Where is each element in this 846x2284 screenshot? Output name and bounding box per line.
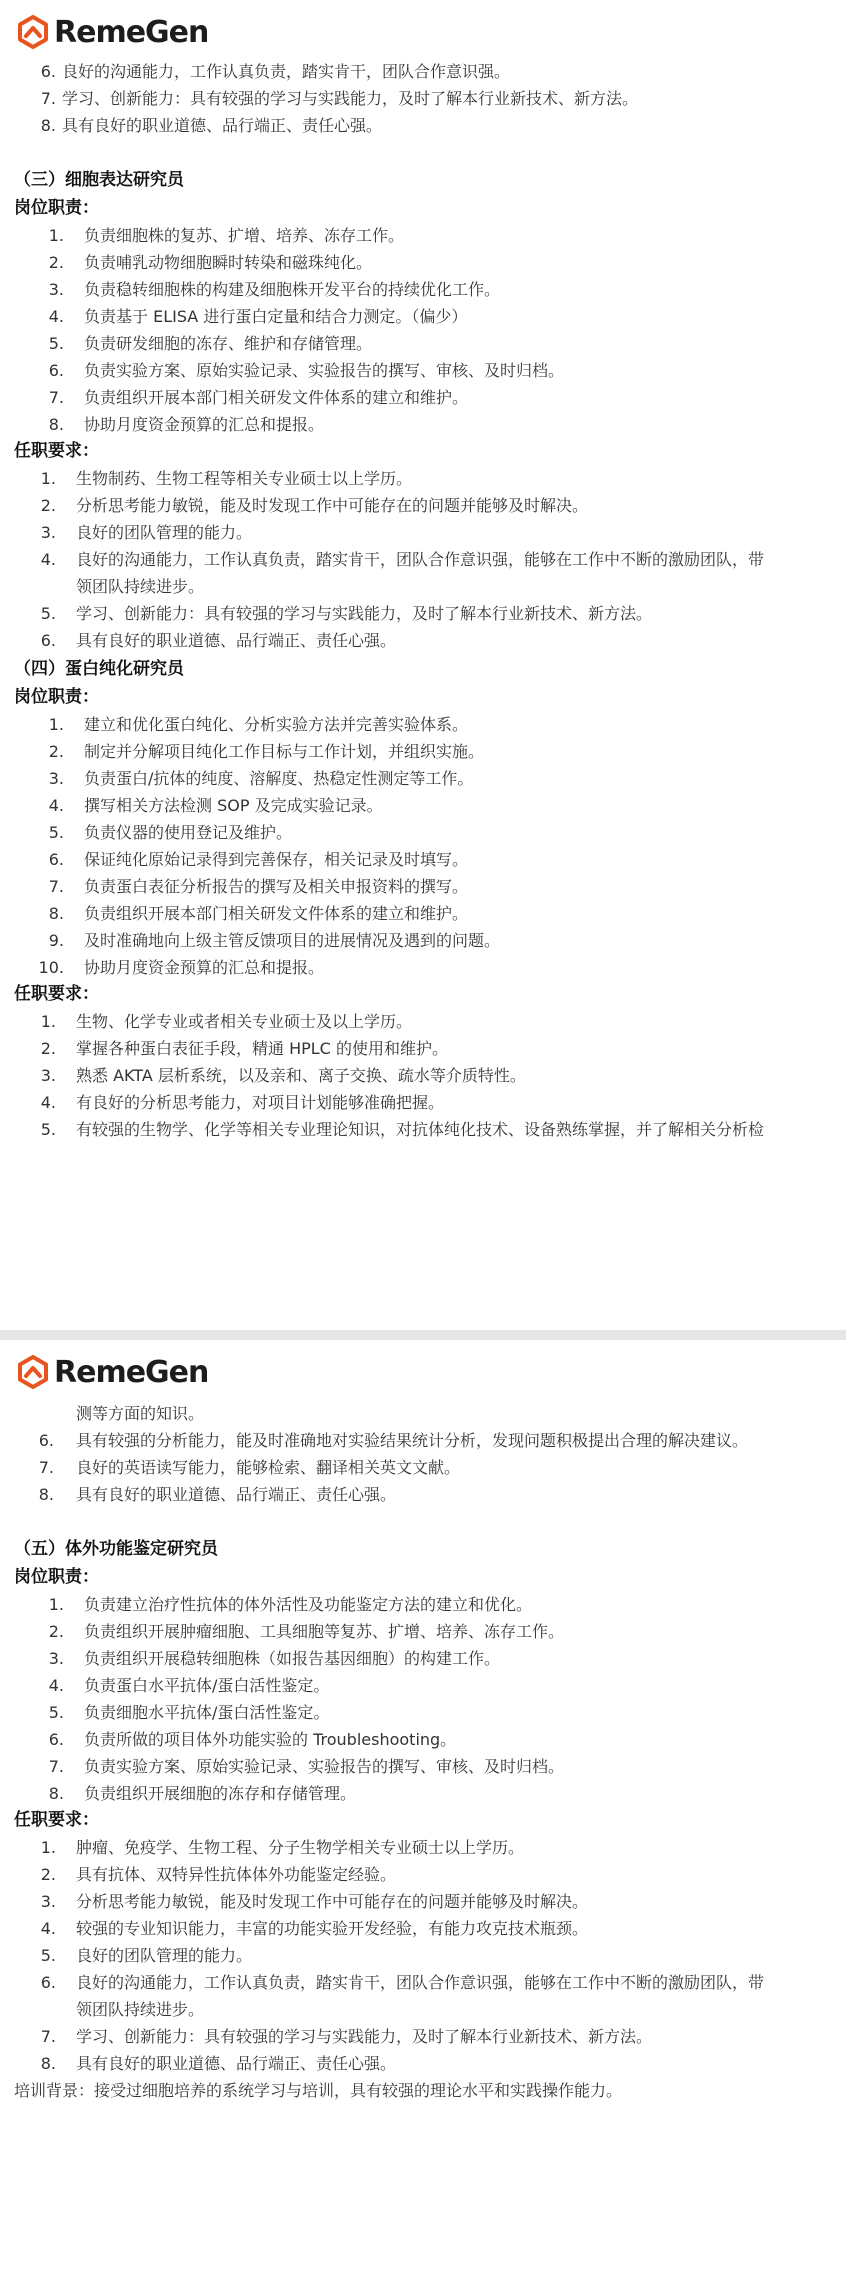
remegen-logo [16, 12, 208, 52]
item-number: 2. [40, 1039, 56, 1058]
duties-label: 岗位职责： [14, 198, 99, 218]
duties-list [0, 1591, 846, 1807]
item-number: 2. [40, 496, 56, 515]
item-number: 4. [40, 1919, 56, 1938]
list-item-continuation [0, 573, 846, 600]
item-text: 具有良好的职业道德、品行端正、责任心强。 [76, 631, 397, 650]
item-text: 撰写相关方法检测 SOP 及完成实验记录。 [84, 796, 383, 815]
requirements-list [0, 465, 846, 654]
item-number: 2. [48, 1622, 64, 1641]
item-text: 负责仪器的使用登记及维护。 [84, 823, 293, 842]
remegen-logo-icon [16, 15, 50, 49]
list-item [0, 1942, 846, 1969]
list-item [0, 1591, 846, 1618]
list-item-continuation [0, 1996, 846, 2023]
item-text: 分析思考能力敏锐，能及时发现工作中可能存在的问题并能够及时解决。 [76, 496, 589, 515]
item-text: 良好的团队管理的能力。 [76, 1946, 253, 1965]
item-number: 7. [40, 2027, 56, 2046]
item-text: 分析思考能力敏锐，能及时发现工作中可能存在的问题并能够及时解决。 [76, 1892, 589, 1911]
item-text: 协助月度资金预算的汇总和提报。 [84, 415, 325, 434]
item-text: 有较强的生物学、化学等相关专业理论知识，对抗体纯化技术、设备熟练掌握，并了解相关分析检 [76, 1120, 765, 1139]
list-item [0, 112, 846, 139]
list-item-continuation [0, 1400, 846, 1427]
item-number: 8. [38, 1485, 54, 1504]
item-text: 肿瘤、免疫学、生物工程、分子生物学相关专业硕士以上学历。 [76, 1838, 525, 1857]
item-number: 5. [48, 334, 64, 353]
item-text: 具有较强的分析能力，能及时准确地对实验结果统计分析，发现问题积极提出合理的解决建议。 [76, 1431, 749, 1450]
list-item [0, 1427, 846, 1454]
duties-list [0, 222, 846, 438]
item-number: 8. [40, 116, 56, 135]
list-item [0, 303, 846, 330]
item-number: 7. [48, 388, 64, 407]
section-heading: （四）蛋白纯化研究员 [14, 659, 184, 679]
requirements-label: 任职要求： [14, 1810, 99, 1830]
item-number: 5. [40, 1946, 56, 1965]
list-item [0, 1915, 846, 1942]
item-text: 负责基于 ELISA 进行蛋白定量和结合力测定。（偏少） [84, 307, 468, 326]
training-background: 培训背景：接受过细胞培养的系统学习与培训，具有较强的理论水平和实践操作能力。 [14, 2081, 623, 2100]
list-item [0, 1035, 846, 1062]
item-text: 具有抗体、双特异性抗体体外功能鉴定经验。 [76, 1865, 397, 1884]
list-item [0, 900, 846, 927]
item-text: 良好的沟通能力，工作认真负责，踏实肯干，团队合作意识强，能够在工作中不断的激励团队，带 [76, 1973, 765, 1992]
item-text: 学习、创新能力：具有较强的学习与实践能力，及时了解本行业新技术、新方法。 [76, 2027, 653, 2046]
list-item [0, 1481, 846, 1508]
list-item [0, 546, 846, 573]
item-text: 负责稳转细胞株的构建及细胞株开发平台的持续优化工作。 [84, 280, 501, 299]
item-text: 具有良好的职业道德、品行端正、责任心强。 [76, 1485, 397, 1504]
item-text: 负责组织开展稳转细胞株（如报告基因细胞）的构建工作。 [84, 1649, 501, 1668]
list-item [0, 1645, 846, 1672]
item-number: 3. [40, 1892, 56, 1911]
list-item [0, 357, 846, 384]
list-item [0, 519, 846, 546]
list-item [0, 600, 846, 627]
list-item [0, 85, 846, 112]
list-item [0, 465, 846, 492]
item-text: 生物、化学专业或者相关专业硕士及以上学历。 [76, 1012, 413, 1031]
item-text: 负责组织开展细胞的冻存和存储管理。 [84, 1784, 357, 1803]
list-item [0, 249, 846, 276]
item-number: 8. [48, 415, 64, 434]
list-item [0, 873, 846, 900]
list-item [0, 384, 846, 411]
item-number: 4. [48, 307, 64, 326]
item-text: 熟悉 AKTA 层析系统，以及亲和、离子交换、疏水等介质特性。 [76, 1066, 526, 1085]
list-item [0, 411, 846, 438]
requirements-list [0, 1834, 846, 2077]
item-text: 学习、创新能力：具有较强的学习与实践能力，及时了解本行业新技术、新方法。 [76, 604, 653, 623]
list-item [0, 1969, 846, 1996]
item-text: 良好的沟通能力，工作认真负责，踏实肯干，团队合作意识强。 [62, 62, 511, 81]
item-text: 负责组织开展本部门相关研发文件体系的建立和维护。 [84, 904, 469, 923]
list-item [0, 711, 846, 738]
list-item [0, 1089, 846, 1116]
item-number: 6. [48, 850, 64, 869]
list-item [0, 330, 846, 357]
list-item [0, 276, 846, 303]
item-number: 7. [40, 89, 56, 108]
item-number: 5. [48, 1703, 64, 1722]
item-number: 6. [48, 1730, 64, 1749]
item-text: 建立和优化蛋白纯化、分析实验方法并完善实验体系。 [84, 715, 469, 734]
item-number: 2. [48, 253, 64, 272]
page-1-content [0, 58, 846, 1143]
item-text: 良好的团队管理的能力。 [76, 523, 253, 542]
list-item [0, 1753, 846, 1780]
item-number: 1. [48, 226, 64, 245]
item-number: 8. [48, 1784, 64, 1803]
item-text: 测等方面的知识。 [76, 1404, 205, 1423]
item-text: 较强的专业知识能力，丰富的功能实验开发经验，有能力攻克技术瓶颈。 [76, 1919, 589, 1938]
list-item [0, 1699, 846, 1726]
list-item [0, 1672, 846, 1699]
list-item [0, 1618, 846, 1645]
item-number: 1. [40, 1838, 56, 1857]
item-text: 学习、创新能力：具有较强的学习与实践能力，及时了解本行业新技术、新方法。 [62, 89, 639, 108]
item-number: 3. [40, 523, 56, 542]
item-text: 领团队持续进步。 [76, 2000, 205, 2019]
duties-label: 岗位职责： [14, 687, 99, 707]
list-item [0, 819, 846, 846]
item-number: 8. [40, 2054, 56, 2073]
item-number: 6. [40, 631, 56, 650]
item-number: 6. [38, 1431, 54, 1450]
list-item [0, 1726, 846, 1753]
item-text: 负责蛋白表征分析报告的撰写及相关申报资料的撰写。 [84, 877, 469, 896]
page-divider [0, 1330, 846, 1340]
list-item [0, 2023, 846, 2050]
item-number: 2. [40, 1865, 56, 1884]
list-item [0, 1116, 846, 1143]
item-number: 1. [40, 1012, 56, 1031]
list-item [0, 846, 846, 873]
list-item [0, 1008, 846, 1035]
item-text: 良好的英语读写能力，能够检索、翻译相关英文文献。 [76, 1458, 461, 1477]
item-number: 6. [48, 361, 64, 380]
item-text: 负责细胞水平抗体/蛋白活性鉴定。 [84, 1703, 330, 1722]
list-item [0, 954, 846, 981]
document-page-2 [0, 1340, 846, 2284]
item-number: 3. [48, 280, 64, 299]
list-item [0, 1454, 846, 1481]
item-number: 5. [40, 1120, 56, 1139]
item-number: 10. [38, 958, 64, 977]
item-number: 2. [48, 742, 64, 761]
item-text: 领团队持续进步。 [76, 577, 205, 596]
item-number: 7. [38, 1458, 54, 1477]
list-item [0, 765, 846, 792]
item-number: 5. [40, 604, 56, 623]
item-number: 4. [48, 796, 64, 815]
item-text: 生物制药、生物工程等相关专业硕士以上学历。 [76, 469, 413, 488]
item-number: 7. [48, 1757, 64, 1776]
section-heading: （三）细胞表达研究员 [14, 170, 184, 190]
item-text: 负责建立治疗性抗体的体外活性及功能鉴定方法的建立和优化。 [84, 1595, 533, 1614]
item-text: 协助月度资金预算的汇总和提报。 [84, 958, 325, 977]
item-text: 具有良好的职业道德、品行端正、责任心强。 [62, 116, 383, 135]
item-text: 负责细胞株的复苏、扩增、培养、冻存工作。 [84, 226, 405, 245]
item-text: 负责所做的项目体外功能实验的 Troubleshooting。 [84, 1730, 457, 1749]
list-item [0, 1834, 846, 1861]
list-item [0, 222, 846, 249]
item-number: 6. [40, 62, 56, 81]
item-number: 7. [48, 877, 64, 896]
item-text: 负责蛋白水平抗体/蛋白活性鉴定。 [84, 1676, 330, 1695]
logo-wordmark: RemeGen [54, 1354, 209, 1390]
item-number: 8. [48, 904, 64, 923]
list-item [0, 1861, 846, 1888]
requirements-label: 任职要求： [14, 441, 99, 461]
item-text: 负责蛋白/抗体的纯度、溶解度、热稳定性测定等工作。 [84, 769, 474, 788]
duties-list [0, 711, 846, 981]
item-text: 负责研发细胞的冻存、维护和存储管理。 [84, 334, 373, 353]
item-number: 5. [48, 823, 64, 842]
list-item [0, 58, 846, 85]
item-number: 1. [40, 469, 56, 488]
item-text: 有良好的分析思考能力，对项目计划能够准确把握。 [76, 1093, 445, 1112]
list-item [0, 627, 846, 654]
item-text: 负责组织开展本部门相关研发文件体系的建立和维护。 [84, 388, 469, 407]
item-number: 1. [48, 715, 64, 734]
item-text: 良好的沟通能力，工作认真负责，踏实肯干，团队合作意识强，能够在工作中不断的激励团队，带 [76, 550, 765, 569]
item-number: 4. [40, 550, 56, 569]
item-text: 具有良好的职业道德、品行端正、责任心强。 [76, 2054, 397, 2073]
item-number: 3. [48, 1649, 64, 1668]
requirements-list [0, 1008, 846, 1143]
item-text: 掌握各种蛋白表征手段，精通 HPLC 的使用和维护。 [76, 1039, 448, 1058]
duties-label: 岗位职责： [14, 1567, 99, 1587]
item-number: 9. [48, 931, 64, 950]
item-number: 4. [48, 1676, 64, 1695]
list-item [0, 492, 846, 519]
item-number: 4. [40, 1093, 56, 1112]
item-text: 负责组织开展肿瘤细胞、工具细胞等复苏、扩增、培养、冻存工作。 [84, 1622, 565, 1641]
item-number: 3. [48, 769, 64, 788]
section-heading: （五）体外功能鉴定研究员 [14, 1539, 218, 1559]
remegen-logo-icon [16, 1355, 50, 1389]
list-item [0, 792, 846, 819]
list-item [0, 738, 846, 765]
list-item [0, 1888, 846, 1915]
requirements-label: 任职要求： [14, 984, 99, 1004]
item-number: 1. [48, 1595, 64, 1614]
page-2-content [0, 1400, 846, 2104]
item-text: 负责哺乳动物细胞瞬时转染和磁珠纯化。 [84, 253, 373, 272]
list-item [0, 1062, 846, 1089]
item-text: 负责实验方案、原始实验记录、实验报告的撰写、审核、及时归档。 [84, 1757, 565, 1776]
list-item [0, 927, 846, 954]
item-number: 3. [40, 1066, 56, 1085]
list-item [0, 1780, 846, 1807]
item-text: 负责实验方案、原始实验记录、实验报告的撰写、审核、及时归档。 [84, 361, 565, 380]
remegen-logo [16, 1352, 208, 1392]
item-number: 6. [40, 1973, 56, 1992]
item-text: 及时准确地向上级主管反馈项目的进展情况及遇到的问题。 [84, 931, 501, 950]
item-text: 制定并分解项目纯化工作目标与工作计划，并组织实施。 [84, 742, 485, 761]
item-text: 保证纯化原始记录得到完善保存，相关记录及时填写。 [84, 850, 469, 869]
logo-wordmark: RemeGen [54, 14, 209, 50]
list-item [0, 2050, 846, 2077]
